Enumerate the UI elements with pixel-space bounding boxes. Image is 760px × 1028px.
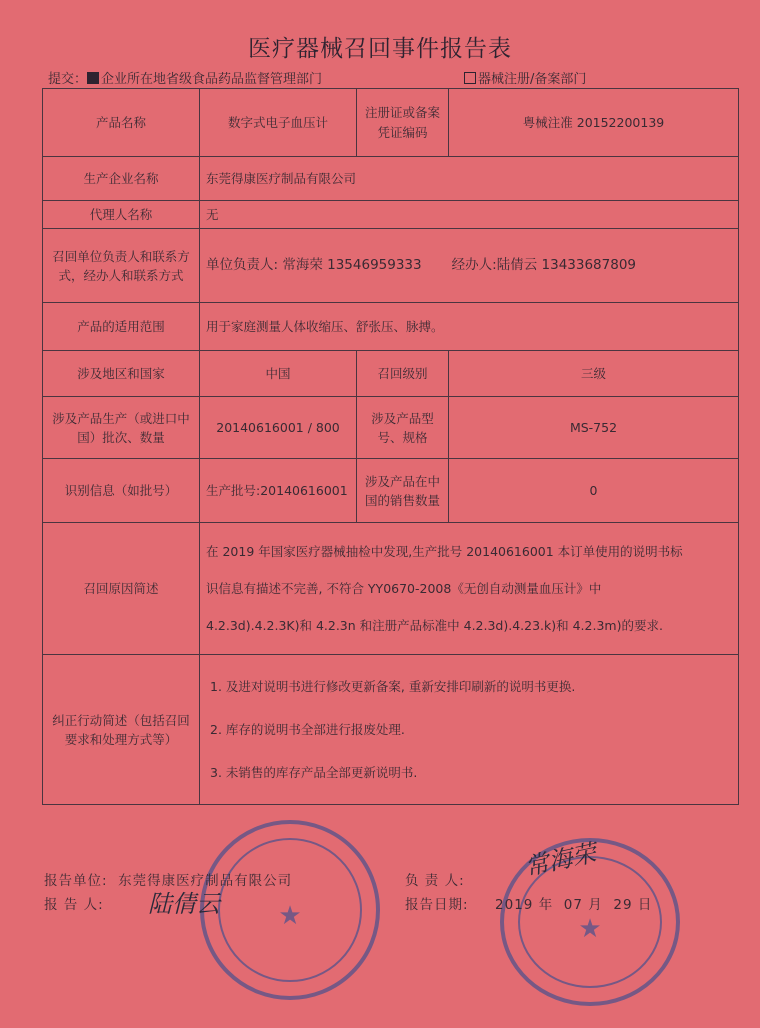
seal-star-icon: ★: [578, 914, 602, 944]
action-line-2: 2. 库存的说明书全部进行报废处理.: [210, 722, 405, 738]
option-registry: [464, 68, 586, 87]
row-reason: [43, 523, 739, 655]
report-date: [405, 893, 652, 913]
reg-no-value: 粤械注准 20152200139: [449, 89, 739, 157]
manufacturer-value: 东莞得康医疗制品有限公司: [200, 157, 739, 201]
row-ident: [43, 459, 739, 523]
ident-label: 识别信息（如批号）: [43, 459, 200, 523]
submit-prefix: 提交：: [48, 72, 88, 87]
action-label: 纠正行动简述（包括召回要求和处理方式等）: [43, 655, 200, 805]
date-day-suffix: 日: [637, 897, 653, 913]
action-line-1: 1. 及进对说明书进行修改更新备案, 重新安排印刷新的说明书更换.: [210, 679, 576, 695]
submit-line: [48, 68, 738, 87]
model-value: MS-752: [449, 397, 739, 459]
reporter-signature: 陆倩云: [148, 890, 220, 918]
action-value: [200, 655, 739, 805]
agent-label: 代理人名称: [43, 201, 200, 229]
level-value: 三级: [449, 351, 739, 397]
row-region: [43, 351, 739, 397]
region-value: 中国: [200, 351, 357, 397]
responsible-label: 负 责 人:: [405, 873, 465, 889]
row-scope: [43, 303, 739, 351]
row-manufacturer: [43, 157, 739, 201]
level-label: 召回级别: [357, 351, 449, 397]
reason-value: [200, 523, 739, 655]
reporter-label: 报 告 人:: [44, 897, 104, 913]
checkbox-province[interactable]: [87, 72, 99, 84]
date-month-suffix: 月: [588, 897, 603, 913]
agent-value: 无: [200, 201, 739, 229]
contact-label: 召回单位负责人和联系方式，经办人和联系方式: [43, 229, 200, 303]
contact-responsible: 单位负责人: 常海荣 13546959333: [206, 257, 422, 274]
report-unit-label: 报告单位:: [44, 873, 108, 889]
date-year-suffix: 年: [538, 897, 554, 913]
reporter: [44, 893, 104, 913]
action-line-3: 3. 未销售的库存产品全部更新说明书.: [210, 765, 418, 781]
contact-handler: 经办人:陆倩云 13433687809: [451, 257, 636, 274]
row-batch: [43, 397, 739, 459]
reason-line-1: 在 2019 年国家医疗器械抽检中发现,生产批号 20140616001 本订单使用的说明书标: [206, 544, 683, 560]
sales-value: 0: [449, 459, 739, 523]
report-unit-value: 东莞得康医疗制品有限公司: [118, 873, 293, 889]
reason-label: 召回原因简述: [43, 523, 200, 655]
row-contact: [43, 229, 739, 303]
model-label: 涉及产品型号、规格: [357, 397, 449, 459]
batch-label: 涉及产品生产（或进口中国）批次、数量: [43, 397, 200, 459]
company-seal-left: [200, 820, 380, 1000]
responsible-signature: 常海荣: [522, 838, 599, 882]
row-product: [43, 89, 739, 157]
scope-value: 用于家庭测量人体收缩压、舒张压、脉搏。: [200, 303, 739, 351]
reason-line-2: 识信息有描述不完善, 不符合 YY0670-2008《无创自动测量血压计》中: [206, 581, 602, 597]
responsible: [405, 869, 465, 889]
manufacturer-label: 生产企业名称: [43, 157, 200, 201]
seal-star-icon: ★: [278, 901, 302, 932]
contact-value: [200, 229, 739, 303]
row-agent: [43, 201, 739, 229]
date-year: 2019: [495, 897, 534, 913]
region-label: 涉及地区和国家: [43, 351, 200, 397]
option-province-label: 企业所在地省级食品药品监督管理部门: [101, 72, 323, 87]
report-table: [42, 88, 739, 805]
date-month: 07: [563, 897, 583, 913]
option-registry-label: 器械注册/备案部门: [478, 72, 587, 87]
batch-value: 20140616001 / 800: [200, 397, 357, 459]
reg-no-label: 注册证或备案凭证编码: [357, 89, 449, 157]
row-action: [43, 655, 739, 805]
ident-value: 生产批号:20140616001: [200, 459, 357, 523]
product-name-label: 产品名称: [43, 89, 200, 157]
checkbox-registry[interactable]: [464, 72, 476, 84]
reason-line-3: 4.2.3d).4.2.3K)和 4.2.3n 和注册产品标准中 4.2.3d).4.23.k)和 4.2.3m)的要求.: [206, 618, 663, 634]
product-name-value: 数字式电子血压计: [200, 89, 357, 157]
sales-label: 涉及产品在中国的销售数量: [357, 459, 449, 523]
scope-label: 产品的适用范围: [43, 303, 200, 351]
report-date-label: 报告日期:: [405, 897, 469, 913]
date-day: 29: [613, 897, 633, 913]
form-title: 医疗器械召回事件报告表: [248, 36, 512, 62]
